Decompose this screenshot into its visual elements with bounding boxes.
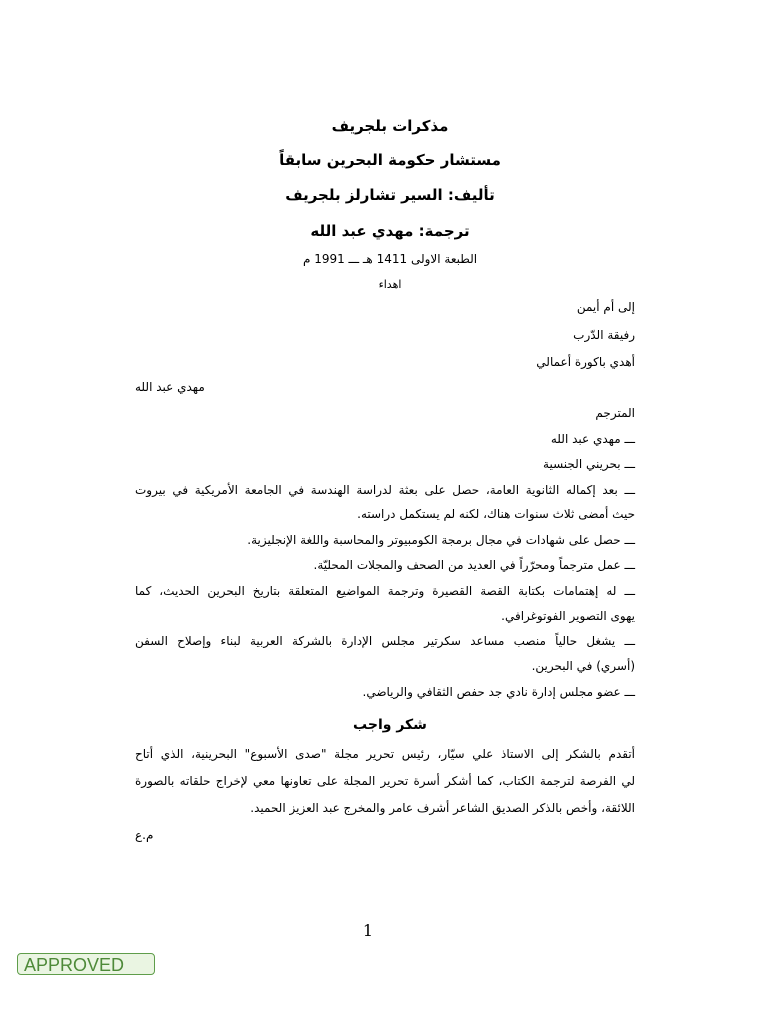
thanks-line: أتقدم بالشكر إلى الاستاذ علي سيّار، رئيس تحرير مجلة "صدى الأسبوع" البحرينية، الذي أتاح: [135, 747, 635, 761]
translator-bio-line: ـــ يشغل حالياً منصب مساعد سكرتير مجلس الإدارة بالشركة العربية لبناء وإصلاح السفن: [135, 634, 635, 648]
translator-bio-line: يهوى التصوير الفوتوغرافي.: [501, 609, 635, 623]
translator-bio-line: ـــ بعد إكماله الثانوية العامة، حصل على بعثة لدراسة الهندسة في الجامعة الأمريكية في بيروت: [135, 483, 635, 497]
translator-line: ترجمة: مهدي عبد الله: [310, 222, 470, 240]
edition-info: الطبعة الاولى 1411 هـ ـــ 1991 م: [302, 252, 478, 266]
dedication-line: رفيقة الدّرب: [573, 328, 635, 342]
thanks-heading: شكر واجب: [353, 717, 427, 733]
author-line: تأليف: السير تشارلز بلجريف: [285, 186, 495, 204]
dedication-line: أهدي باكورة أعمالي: [536, 355, 635, 369]
thanks-initials: م.ع: [135, 828, 154, 842]
translator-bio-line: ـــ مهدي عبد الله: [550, 432, 635, 446]
book-title: مذكرات بلجريف: [331, 117, 449, 135]
translator-bio-line: ـــ عضو مجلس إدارة نادي جد حفص الثقافي والرياضي.: [362, 685, 635, 699]
translator-bio-line: ـــ حصل على شهادات في مجال برمجة الكومبيوتر والمحاسبة واللغة الإنجليزية.: [247, 533, 635, 547]
translator-heading: المترجم: [595, 406, 635, 420]
translator-bio-line: ـــ عمل مترجماً ومحرّراً في العديد من الصحف والمجلات المحليّة.: [313, 558, 635, 572]
approved-stamp: APPROVED: [17, 953, 155, 975]
dedication-signature: مهدي عبد الله: [135, 380, 205, 394]
translator-bio-line: ـــ بحريني الجنسية: [543, 457, 635, 471]
thanks-line: اللائقة، وأخص بالذكر الصديق الشاعر أشرف عامر والمخرج عبد العزيز الحميد.: [250, 801, 635, 815]
translator-bio-line: حيث أمضى ثلاث سنوات هناك، لكنه لم يستكمل دراسته.: [357, 507, 635, 521]
thanks-line: لي الفرصة لترجمة الكتاب، كما أشكر أسرة تحرير المجلة على تعاونها معي لإخراج حلقاته بالصورة: [135, 774, 635, 788]
author-subtitle: مستشار حكومة البحرين سابقاً: [279, 151, 501, 169]
translator-bio-line: (أسري) في البحرين.: [531, 659, 635, 673]
page-number: 1: [362, 921, 374, 940]
dedication-line: إلى أم أيمن: [576, 300, 635, 314]
dedication-heading: اهداء: [378, 278, 402, 291]
translator-bio-line: ـــ له إهتمامات بكتابة القصة القصيرة وترجمة المواضيع المتعلقة بتاريخ البحرين الحديث، كما: [135, 584, 635, 598]
